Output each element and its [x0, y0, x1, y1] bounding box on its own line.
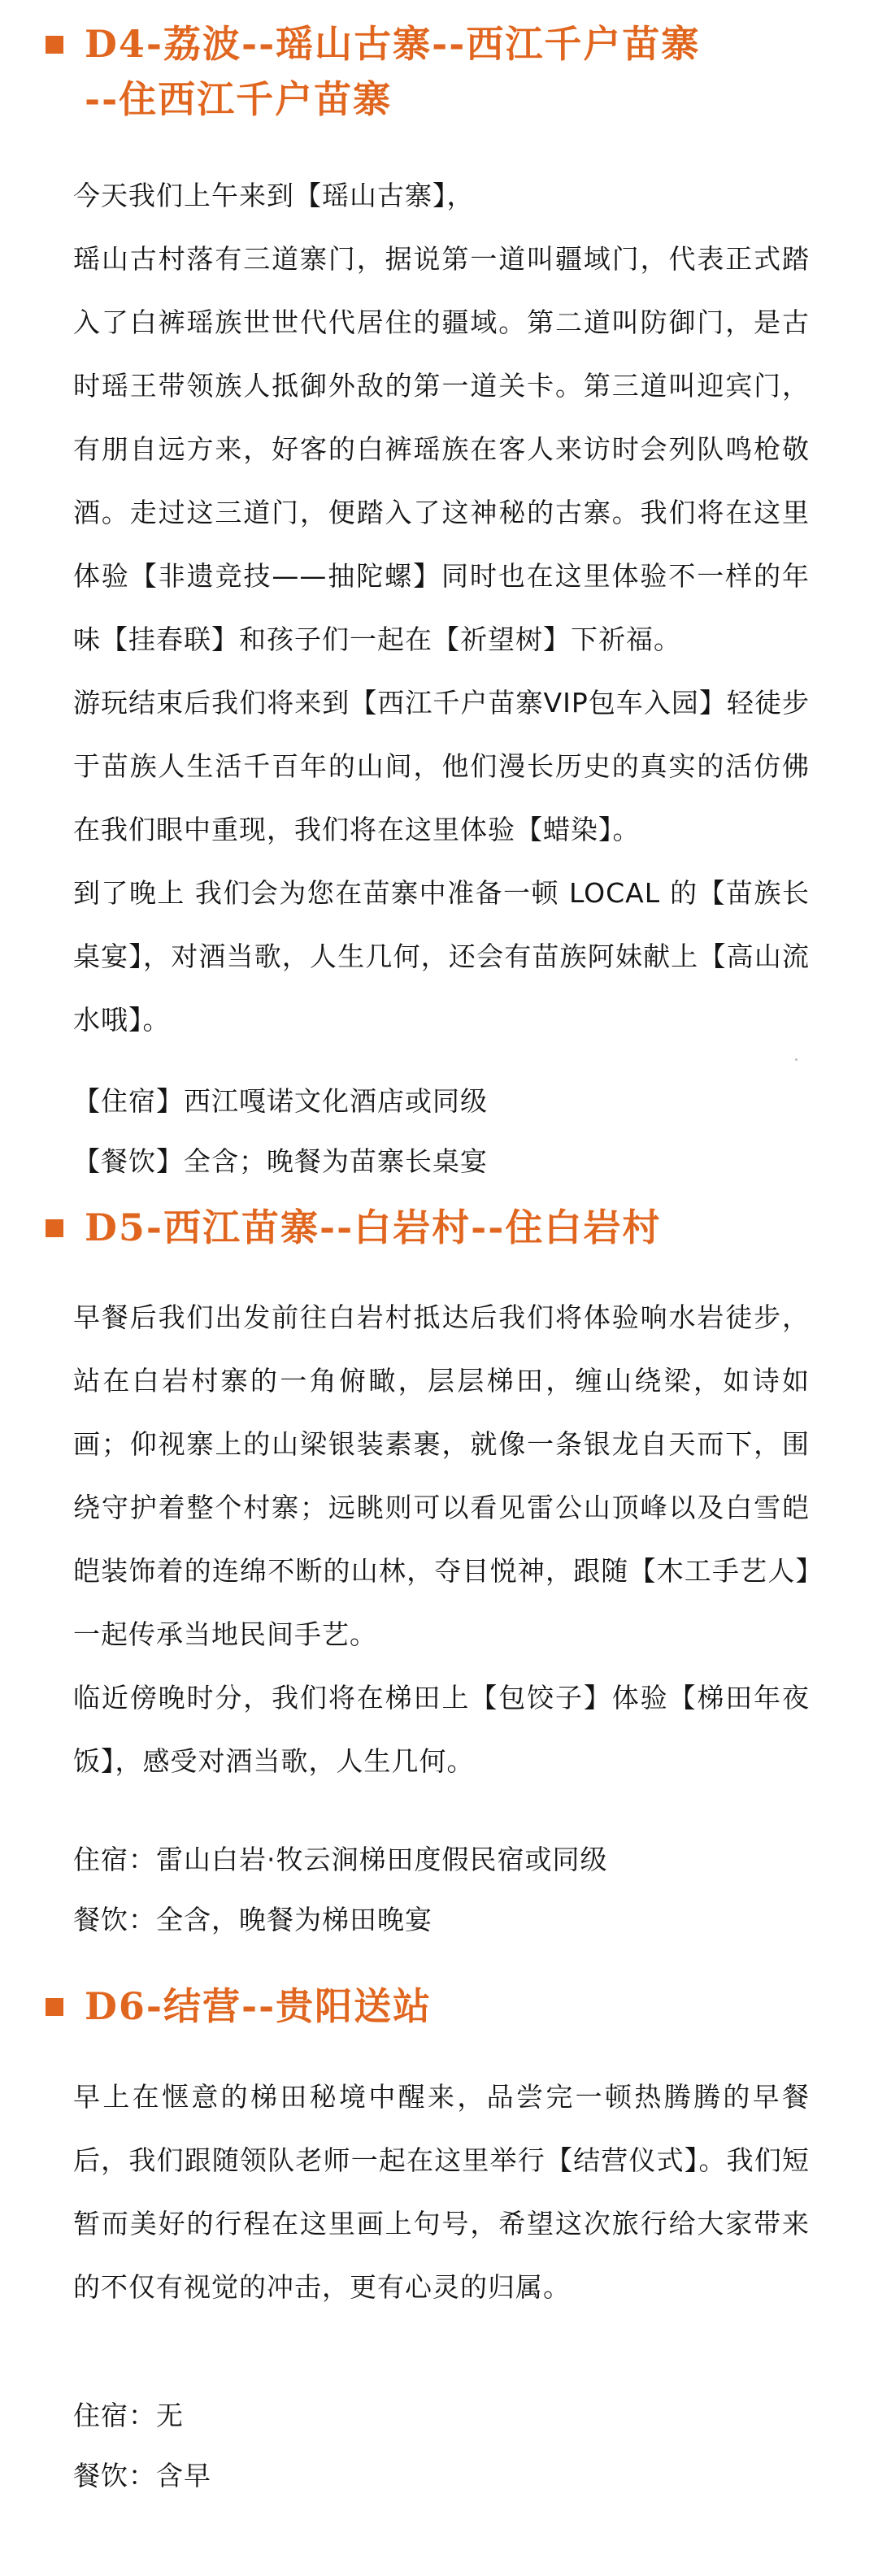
day4-paragraph-3: 游玩结束后我们将来到【西江千户苗寨VIP包车入园】轻徒步于苗族人生活千百年的山间，他们漫长历史的真实的活仿佛在我们眼中重现，我们将在这里体验【蜡染】。 [73, 687, 810, 845]
day4-info [0, 1071, 878, 1192]
day6-heading [0, 1979, 878, 2034]
day6-paragraph-1: 早上在惬意的梯田秘境中醒来，品尝完一顿热腾腾的早餐后，我们跟随领队老师一起在这里举行【结营仪式】。我们短暂而美好的行程在这里画上句号，希望这次旅行给大家带来的不仅有视觉的冲击，更有心灵的归属。 [73, 2081, 810, 2303]
day5-lodging: 住宿：雷山白岩·牧云涧梯田度假民宿或同级 [73, 1844, 608, 1875]
day5-paragraph-2: 临近傍晚时分，我们将在梯田上【包饺子】体验【梯田年夜饭】，感受对酒当歌，人生几何。 [73, 1682, 810, 1777]
day4-title-line1: D4-荔波--瑶山古寨--西江千户苗寨 [85, 22, 701, 66]
day4-meals: 【餐饮】全含；晚餐为苗寨长桌宴 [73, 1145, 488, 1177]
day6-info [0, 2386, 878, 2506]
day5-heading [0, 1200, 878, 1255]
day5-info [0, 1830, 878, 1950]
day4-paragraph-2: 瑶山古村落有三道寨门，据说第一道叫疆域门，代表正式踏入了白裤瑶族世世代代居住的疆域。第二道叫防御门，是古时瑶王带领族人抵御外敌的第一道关卡。第三道叫迎宾门，有朋自远方来，好客的白裤瑶族在客人来访时会列队鸣枪敬酒。走过这三道门，便踏入了这神秘的古寨。我们将在这里体验【非遗竞技——抽陀螺】同时也在这里体验不一样的年味【挂春联】和孩子们一起在【祈望树】下祈福。 [73, 243, 810, 655]
day4-lodging: 【住宿】西江嘎诺文化酒店或同级 [73, 1085, 488, 1117]
square-bullet-icon [46, 1219, 63, 1237]
day6-title: D6-结营--贵阳送站 [85, 1984, 432, 2028]
day4-heading [0, 16, 878, 127]
day6-lodging: 住宿：无 [73, 2400, 184, 2431]
day5-section [0, 1200, 878, 1255]
day5-body [0, 1286, 878, 1793]
day4-paragraph-1: 今天我们上午来到【瑶山古寨】， [73, 180, 475, 211]
day6-section [0, 1979, 878, 2034]
day4-title-line2: --住西江千户苗寨 [85, 77, 393, 121]
day6-meals: 餐饮：含早 [73, 2460, 211, 2491]
day5-title: D5-西江苗寨--白岩村--住白岩村 [85, 1205, 662, 1249]
decorative-dot [795, 1058, 798, 1061]
day5-paragraph-1: 早餐后我们出发前往白岩村抵达后我们将体验响水岩徒步，站在白岩村寨的一角俯瞰，层层梯田，缠山绕梁，如诗如画；仰视寨上的山梁银装素裹，就像一条银龙自天而下，围绕守护着整个村寨；远眺则可以看见雷公山顶峰以及白雪皑皑装饰着的连绵不断的山林，夺目悦神，跟随【木工手艺人】一起传承当地民间手艺。 [73, 1301, 810, 1650]
square-bullet-icon [46, 1998, 63, 2016]
day4-section [0, 16, 878, 127]
day6-body [0, 2066, 878, 2319]
day5-meals: 餐饮：全含，晚餐为梯田晚宴 [73, 1904, 432, 1935]
day4-body [0, 164, 878, 1052]
day4-paragraph-4: 到了晚上 我们会为您在苗寨中准备一顿 LOCAL 的【苗族长桌宴】，对酒当歌，人生几何，还会有苗族阿妹献上【高山流水哦】。 [73, 877, 810, 1036]
square-bullet-icon [46, 36, 63, 54]
